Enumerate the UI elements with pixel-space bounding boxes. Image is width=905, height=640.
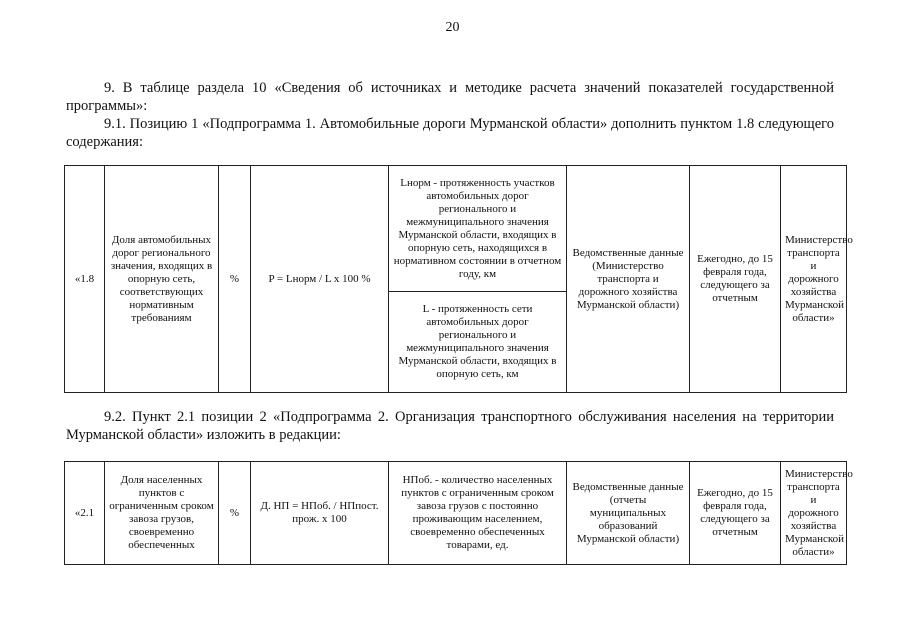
- responsible-body: Министерство транспорта и дорожного хозяйства Мурманской области»: [781, 166, 847, 393]
- responsible-body: Министерство транспорта и дорожного хозяйства Мурманской области»: [781, 462, 847, 565]
- data-source: Ведомственные данные (отчеты муниципальных образований Мурманской области): [567, 462, 690, 565]
- data-source: Ведомственные данные (Министерство транспорта и дорожного хозяйства Мурманской области): [567, 166, 690, 393]
- indicator-table-1-8: [64, 165, 853, 393]
- indicator-table-2-1: [64, 461, 853, 565]
- paragraph-9-1: 9.1. Позицию 1 «Подпрограмма 1. Автомобильные дороги Мурманской области» дополнить пунктом 1.8 следующего содержания:: [66, 116, 834, 150]
- variable-description: L - протяженность сети автомобильных дорог регионального и межмуниципального значения Мурманской области, входящих в опорную сеть, км: [389, 292, 567, 393]
- indicator-name: Доля автомобильных дорог регионального значения, входящих в опорную сеть, соответствующих нормативным требованиям: [105, 166, 219, 393]
- paragraph-9-2: 9.2. Пункт 2.1 позиции 2 «Подпрограмма 2. Организация транспортного обслуживания населения на территории Мурманской области» изложить в редакции:: [66, 409, 834, 443]
- variable-description: НПоб. - количество населенных пунктов с ограниченным сроком завоза грузов с постоянно проживающим населением, своевременно обеспеченных товарами, ед.: [389, 462, 567, 565]
- page-number: 20: [445, 20, 460, 35]
- row-number: «2.1: [65, 462, 105, 565]
- reporting-period: Ежегодно, до 15 февраля года, следующего за отчетным: [690, 166, 781, 393]
- formula: P = Lнорм / L x 100 %: [251, 166, 389, 393]
- variable-description: Lнорм - протяженность участков автомобильных дорог регионального и межмуниципального значения Мурманской области, входящих в опорную сеть, находящихся в нормативном состоянии в отчетном году, км: [389, 166, 567, 292]
- formula: Д. НП = НПоб. / НПпост. прож. x 100: [251, 462, 389, 565]
- reporting-period: Ежегодно, до 15 февраля года, следующего за отчетным: [690, 462, 781, 565]
- unit: %: [219, 462, 251, 565]
- paragraph-9: 9. В таблице раздела 10 «Сведения об источниках и методике расчета значений показателей государственной программы»:: [66, 80, 834, 114]
- indicator-name: Доля населенных пунктов с ограниченным сроком завоза грузов, своевременно обеспеченных: [105, 462, 219, 565]
- unit: %: [219, 166, 251, 393]
- row-number: «1.8: [65, 166, 105, 393]
